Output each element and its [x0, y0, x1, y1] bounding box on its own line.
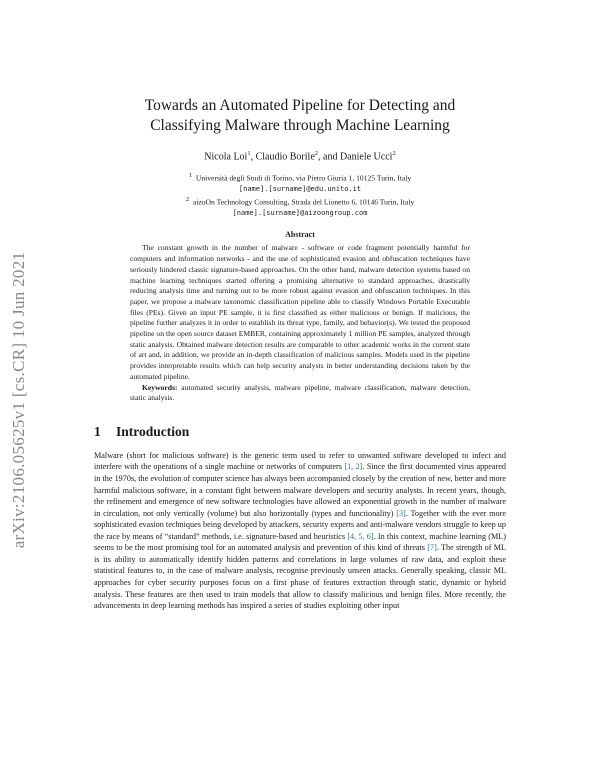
- affiliation-2-mark: 2: [185, 195, 190, 203]
- author-1-affiliation: 1: [247, 150, 251, 157]
- intro-text-4: . In this context, machine learning (ML) seems to be the most promising tool for an automated analysis and prevention of this kind of threats: [94, 531, 507, 553]
- affiliation-2-name: aizoOn Technology Consulting, Strada del Lionetto 6, 10146 Turin, Italy: [192, 197, 415, 207]
- paper-page: [94, 96, 506, 612]
- arxiv-stamp-text: arXiv:2106.05625v1 [cs.CR] 10 Jun 2021: [9, 251, 28, 549]
- author-3-affiliation: 2: [392, 150, 396, 157]
- affiliation-2-email: [name].[surname]@aizoongroup.com: [232, 208, 368, 217]
- affiliation-1-name: Università degli Studi di Torino, via Pietro Giuria 1, 10125 Turin, Italy: [195, 173, 412, 183]
- affiliation-1-email: [name].[surname]@edu.unito.it: [238, 185, 362, 194]
- section-number: 1: [94, 423, 101, 439]
- intro-text-2: . Since the first documented virus appeared in the 1970s, the evolution of computer science has always been accompanied closely by the creation of new, better and more harmful malicious software, in a constant fight between malware developers and security analysts. In recent years, though, the refinement and emergence of new software technologies have allowed an exponential growth in the number of malware in circulation, not only vertically (volume) but also horizontally (types and functionality): [94, 462, 506, 518]
- title-line-1: Towards an Automated Pipeline for Detecting and: [144, 97, 456, 114]
- author-list: [94, 150, 506, 162]
- citation-link[interactable]: [1, 2]: [344, 462, 363, 472]
- intro-paragraph: [94, 450, 506, 612]
- citation-link[interactable]: [3]: [396, 508, 406, 518]
- intro-text-5: . The strength of ML is its ability to automatically identify hidden patterns and correlations in large volumes of raw data, and exploit these statistical features to, in the case of malware analysis, recognise previously unseen attacks. Generally speaking, classic ML approaches for cyber security purposes focus on a first phase of features extraction through static, dynamic or hybrid analysis. These features are then used to train models that allow to classify malicious and benign files. More recently, the advancements in deep learning methods has inspired a series of studies exploiting other input: [94, 543, 506, 611]
- title-line-2: Classifying Malware through Machine Learning: [150, 117, 450, 134]
- arxiv-stamp: [4, 200, 34, 600]
- intro-text-1: Malware (short for malicious software) is the generic term used to refer to unwanted software developed to infect and interfere with the operations of a single machine or networks of computers: [94, 450, 506, 472]
- affiliation-2: [94, 195, 506, 208]
- section-title: Introduction: [116, 423, 190, 439]
- author-1: Nicola Loi: [204, 151, 248, 163]
- intro-text-3: . Together with the ever more sophisticated evasion techniques being developed by attackers, security experts and anti-malware vendors struggle to keep up the race by means of “standard” methods, i.e. signature-based and heuristics: [94, 508, 506, 541]
- affiliation-1: [94, 171, 506, 184]
- paper-title: [94, 96, 506, 136]
- abstract-heading: Abstract: [285, 230, 315, 240]
- citation-link[interactable]: [7]: [427, 543, 437, 553]
- author-2: , Claudio Borile: [250, 151, 315, 163]
- keywords: [130, 383, 470, 404]
- author-2-affiliation: 2: [314, 150, 319, 157]
- keywords-text: automated security analysis, malware pipeline, malware classification, malware detection, static analysis.: [130, 382, 470, 403]
- section-heading: [94, 424, 506, 440]
- affiliations: [94, 171, 506, 218]
- abstract-text: The constant growth in the number of malware - software or code fragment potentially harmful for computers and information networks - and the use of sophisticated evasion and obfuscation techniques have seriously hindered classic signature-based approaches. On the other hand, malware detection systems based on machine learning techniques started offering a promising alternative to standard approaches, drastically reducing analysis time and turning out to be more robust against evasion and obfuscation techniques. In this paper, we propose a malware taxonomic classification pipeline able to classify Windows Portable Executable files (PEs). Given an input PE sample, it is first classified as either malicious or benign. If malicious, the pipeline further analyzes it in order to establish its threat type, family, and behavior(s). We tested the proposed pipeline on the open source dataset EMBER, containing approximately 1 million PE samples, analyzed through static analysis. Obtained malware detection results are comparable to other academic works in the current state of art and, in addition, we provide an in-depth classification of malicious samples. Models used in the pipeline provides interpretable results which can help security analysts in better understanding decisions taken by the automated pipeline.: [130, 243, 470, 381]
- affiliation-1-mark: 1: [188, 172, 193, 180]
- author-3: , and Daniele Ucci: [318, 151, 393, 163]
- abstract: [130, 230, 470, 404]
- citation-link[interactable]: [4, 5, 6]: [347, 531, 374, 541]
- keywords-label: Keywords:: [142, 382, 178, 392]
